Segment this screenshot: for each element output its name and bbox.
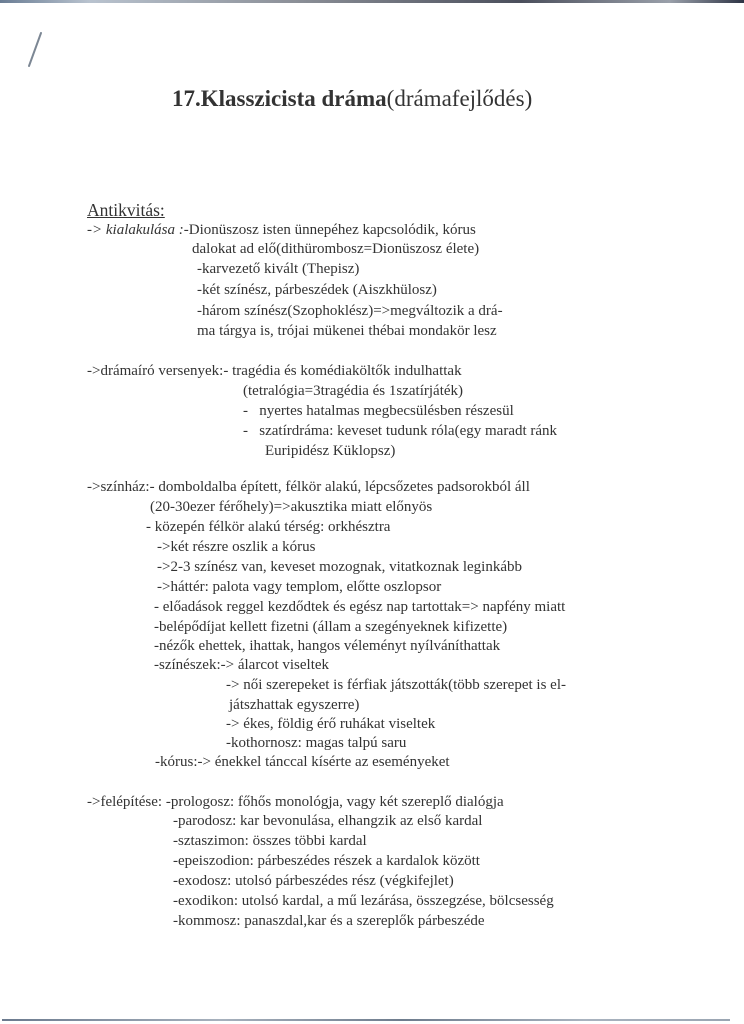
text-line: dalokat ad elő(dithürombosz=Dionüszosz élete)	[192, 241, 480, 257]
title-subtitle: (drámafejlődés)	[386, 86, 533, 111]
text-line: - nyertes hatalmas megbecsülésben részesül	[243, 403, 514, 419]
page-title	[172, 86, 532, 112]
text-line: -kommosz: panaszdal,kar és a szereplők párbeszéde	[173, 913, 485, 929]
pen-mark-icon	[24, 30, 44, 70]
text-line: -kothornosz: magas talpú saru	[226, 735, 407, 751]
text-line: ->drámaíró versenyek:- tragédia és komédiaköltők indulhattak	[87, 363, 462, 379]
text-line: -színészek:-> álarcot viseltek	[154, 657, 330, 673]
text-line: - előadások reggel kezdődtek és egész nap tartottak=> napfény miatt	[154, 599, 566, 615]
text-line: - közepén félkör alakú térség: orkhésztra	[146, 519, 391, 535]
line-label: -> kialakulása :	[87, 222, 184, 238]
text-line: (tetralógia=3tragédia és 1szatírjáték)	[243, 383, 464, 399]
text-line: - szatírdráma: keveset tudunk róla(egy maradt ránk	[243, 423, 558, 439]
text-line: -parodosz: kar bevonulása, elhangzik az első kardal	[173, 813, 483, 829]
text-line: -exodikon: utolsó kardal, a mű lezárása, összegzése, bölcsesség	[173, 893, 554, 909]
text-line: ->két részre oszlik a kórus	[157, 539, 316, 555]
scan-edge-bottom	[2, 1019, 730, 1021]
scan-edge-top	[0, 0, 744, 3]
text-line: -> ékes, földig érő ruhákat viseltek	[226, 716, 436, 732]
text-line: -nézők ehettek, ihattak, hangos véleményt nyílváníthattak	[154, 638, 501, 654]
text-line: (20-30ezer férőhely)=>akusztika miatt előnyös	[150, 499, 433, 515]
section-heading: Antikvitás:	[87, 200, 165, 220]
text-line: ->2-3 színész van, keveset mozognak, vitatkoznak leginkább	[157, 559, 523, 575]
text-line: ->háttér: palota vagy templom, előtte oszlopsor	[157, 579, 442, 595]
text-line: -belépődíjat kellett fizetni (állam a szegényeknek kifizette)	[154, 619, 508, 635]
text-line: -sztaszimon: összes többi kardal	[173, 833, 367, 849]
text-line: ma tárgya is, trójai mükenei thébai mondakör lesz	[197, 323, 497, 339]
title-bold: 17.Klasszicista dráma	[172, 86, 387, 111]
text-line: Euripidész Küklopsz)	[265, 443, 396, 459]
text-line: -kórus:-> énekkel tánccal kísérte az eseményeket	[155, 754, 450, 770]
line-text: -Dionüszosz isten ünnepéhez kapcsolódik, kórus	[183, 222, 476, 238]
text-line: -epeiszodion: párbeszédes részek a kardalok között	[173, 853, 480, 869]
text-line: -három színész(Szophoklész)=>megváltozik a drá-	[197, 303, 503, 319]
text-line: ->felépítése: -prologosz: főhős monológja, vagy két szereplő dialógja	[87, 794, 504, 810]
text-line: -> női szerepeket is férfiak játszották(több szerepet is el-	[226, 677, 566, 693]
text-line: ->színház:- domboldalba épített, félkör alakú, lépcsőzetes padsorokból áll	[87, 479, 530, 495]
text-line: -két színész, párbeszédek (Aiszkhülosz)	[197, 282, 437, 298]
text-line: -exodosz: utolsó párbeszédes rész (végkifejlet)	[173, 873, 454, 889]
text-line	[87, 221, 476, 239]
text-line: játszhattak egyszerre)	[229, 697, 360, 713]
text-line: -karvezető kivált (Thepisz)	[197, 261, 360, 277]
